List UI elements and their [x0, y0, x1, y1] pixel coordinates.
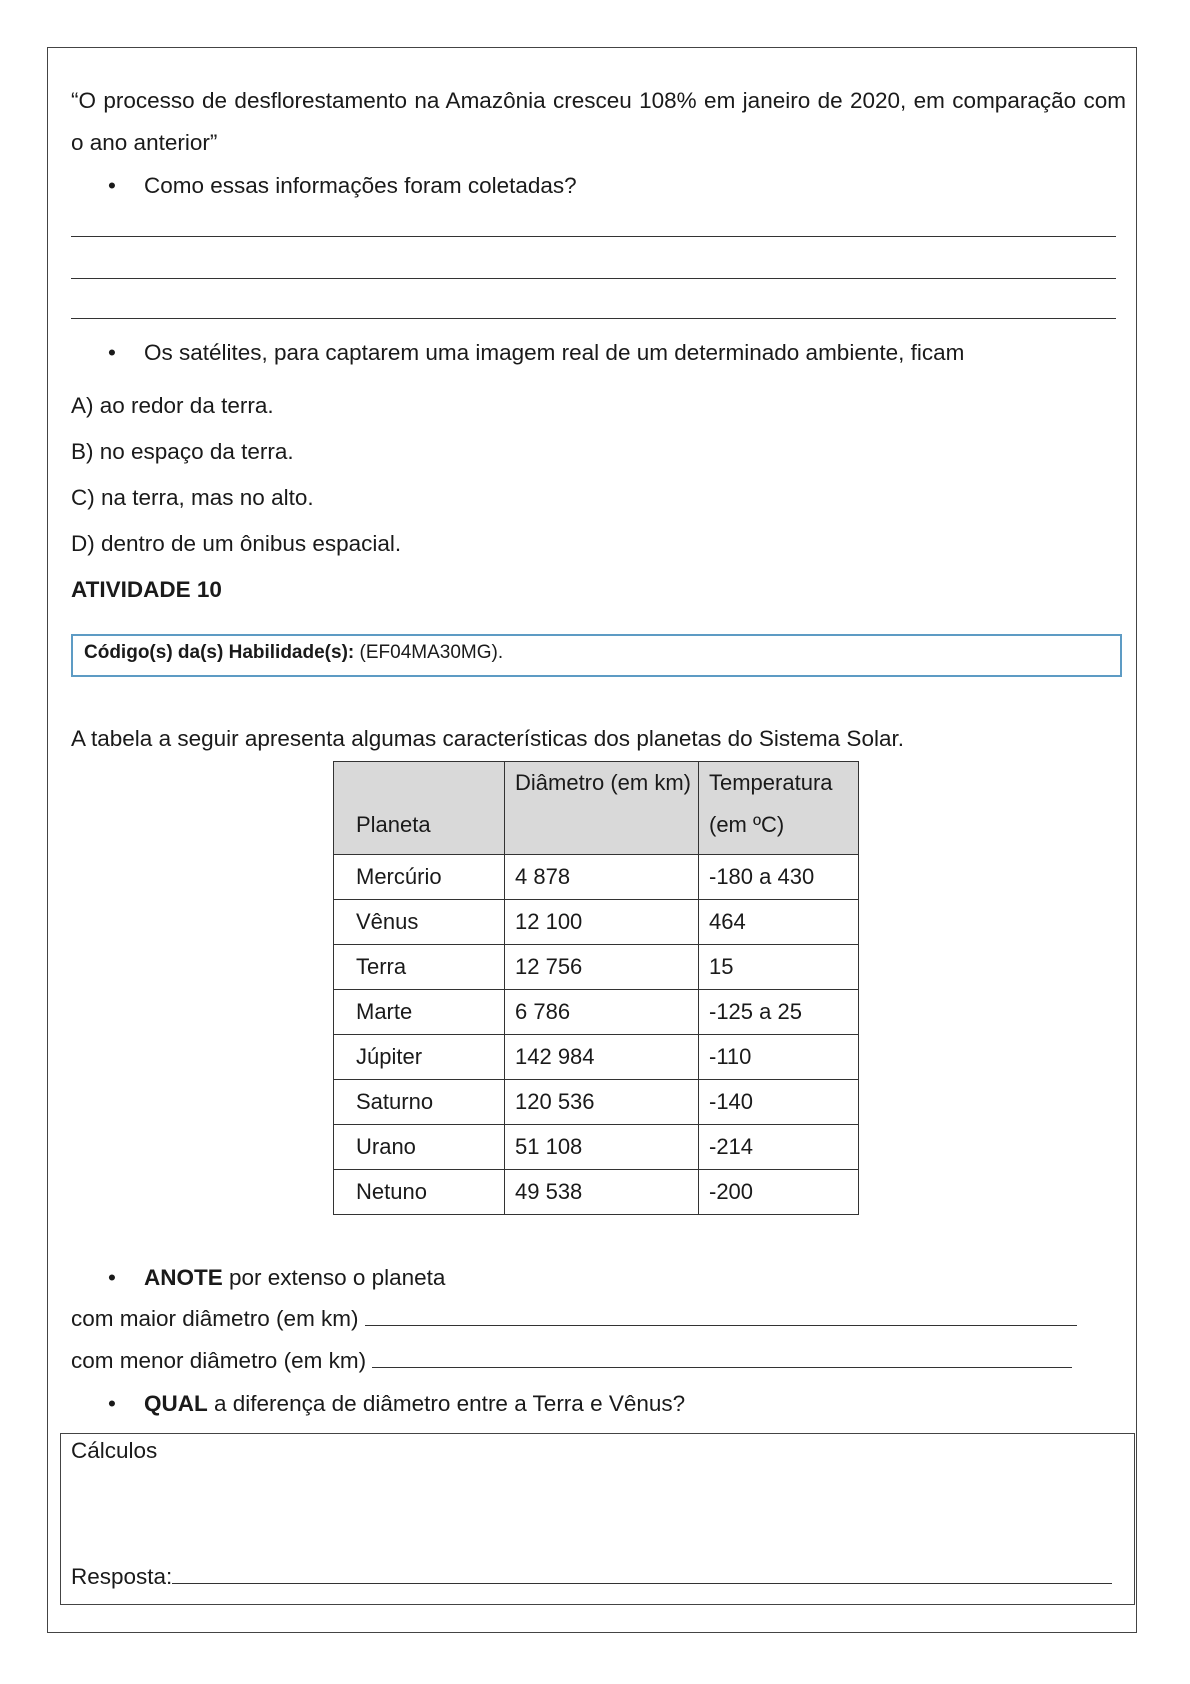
option-d[interactable]: D) dentro de um ônibus espacial.: [71, 531, 402, 556]
cell-planet: Júpiter: [334, 1035, 505, 1080]
cell-temperature: -110: [699, 1035, 859, 1080]
cell-diameter: 142 984: [505, 1035, 699, 1080]
question-2-text: Os satélites, para captarem uma imagem real de um determinado ambiente, ficam: [144, 340, 965, 365]
table-row: [334, 1080, 859, 1125]
cell-diameter: 49 538: [505, 1170, 699, 1215]
skill-code: (EF04MA30MG).: [359, 642, 504, 663]
cell-diameter: 4 878: [505, 855, 699, 900]
table-row: [334, 900, 859, 945]
table-header-row: [334, 762, 859, 855]
cell-temperature: -200: [699, 1170, 859, 1215]
answer-label: Resposta:: [71, 1564, 173, 1589]
planets-table: [333, 761, 859, 1215]
cell-temperature: -140: [699, 1080, 859, 1125]
activity-title: ATIVIDADE 10: [71, 577, 222, 602]
menor-diametro-row: [71, 1347, 1072, 1374]
answer-line-2[interactable]: [71, 278, 1116, 279]
table-row: [334, 1035, 859, 1080]
cell-temperature: 15: [699, 945, 859, 990]
cell-temperature: 464: [699, 900, 859, 945]
table-row: [334, 855, 859, 900]
anote-rest: por extenso o planeta: [229, 1265, 446, 1290]
maior-diametro-answer-line[interactable]: [365, 1305, 1077, 1326]
cell-diameter: 12 756: [505, 945, 699, 990]
cell-planet: Marte: [334, 990, 505, 1035]
option-a[interactable]: A) ao redor da terra.: [71, 393, 274, 418]
maior-diametro-label: com maior diâmetro (em km): [71, 1306, 359, 1331]
calc-label: Cálculos: [71, 1438, 158, 1463]
cell-planet: Urano: [334, 1125, 505, 1170]
header-diametro: Diâmetro (em km): [505, 762, 699, 855]
table-row: [334, 990, 859, 1035]
cell-planet: Vênus: [334, 900, 505, 945]
cell-planet: Netuno: [334, 1170, 505, 1215]
quote-text: “O processo de desflorestamento na Amazônia cresceu 108% em janeiro de 2020, em comparação com o ano anterior”: [71, 88, 1126, 155]
answer-line-3[interactable]: [71, 318, 1116, 319]
question-1-text: Como essas informações foram coletadas?: [144, 173, 577, 198]
cell-planet: Mercúrio: [334, 855, 505, 900]
table-row: [334, 945, 859, 990]
answer-line-1[interactable]: [71, 236, 1116, 237]
cell-diameter: 12 100: [505, 900, 699, 945]
calculation-box[interactable]: [60, 1433, 1135, 1605]
cell-temperature: -214: [699, 1125, 859, 1170]
skill-box: [71, 634, 1122, 677]
cell-diameter: 51 108: [505, 1125, 699, 1170]
cell-temperature: -180 a 430: [699, 855, 859, 900]
option-c[interactable]: C) na terra, mas no alto.: [71, 485, 314, 510]
skill-label: Código(s) da(s) Habilidade(s):: [84, 642, 355, 663]
table-row: [334, 1170, 859, 1215]
cell-diameter: 120 536: [505, 1080, 699, 1125]
header-temperatura: Temperatura (em ºC): [699, 762, 859, 855]
header-planeta: Planeta: [334, 762, 505, 855]
qual-bold: QUAL: [144, 1391, 208, 1416]
menor-diametro-label: com menor diâmetro (em km): [71, 1348, 367, 1373]
answer-line[interactable]: [172, 1563, 1112, 1584]
anote-bold: ANOTE: [144, 1265, 223, 1290]
maior-diametro-row: [71, 1305, 1077, 1332]
menor-diametro-answer-line[interactable]: [372, 1347, 1072, 1368]
cell-temperature: -125 a 25: [699, 990, 859, 1035]
qual-rest: a diferença de diâmetro entre a Terra e Vênus?: [214, 1391, 686, 1416]
cell-diameter: 6 786: [505, 990, 699, 1035]
cell-planet: Saturno: [334, 1080, 505, 1125]
cell-planet: Terra: [334, 945, 505, 990]
table-intro: A tabela a seguir apresenta algumas características dos planetas do Sistema Solar.: [71, 726, 904, 751]
table-row: [334, 1125, 859, 1170]
answer-row: [71, 1563, 1112, 1590]
option-b[interactable]: B) no espaço da terra.: [71, 439, 294, 464]
